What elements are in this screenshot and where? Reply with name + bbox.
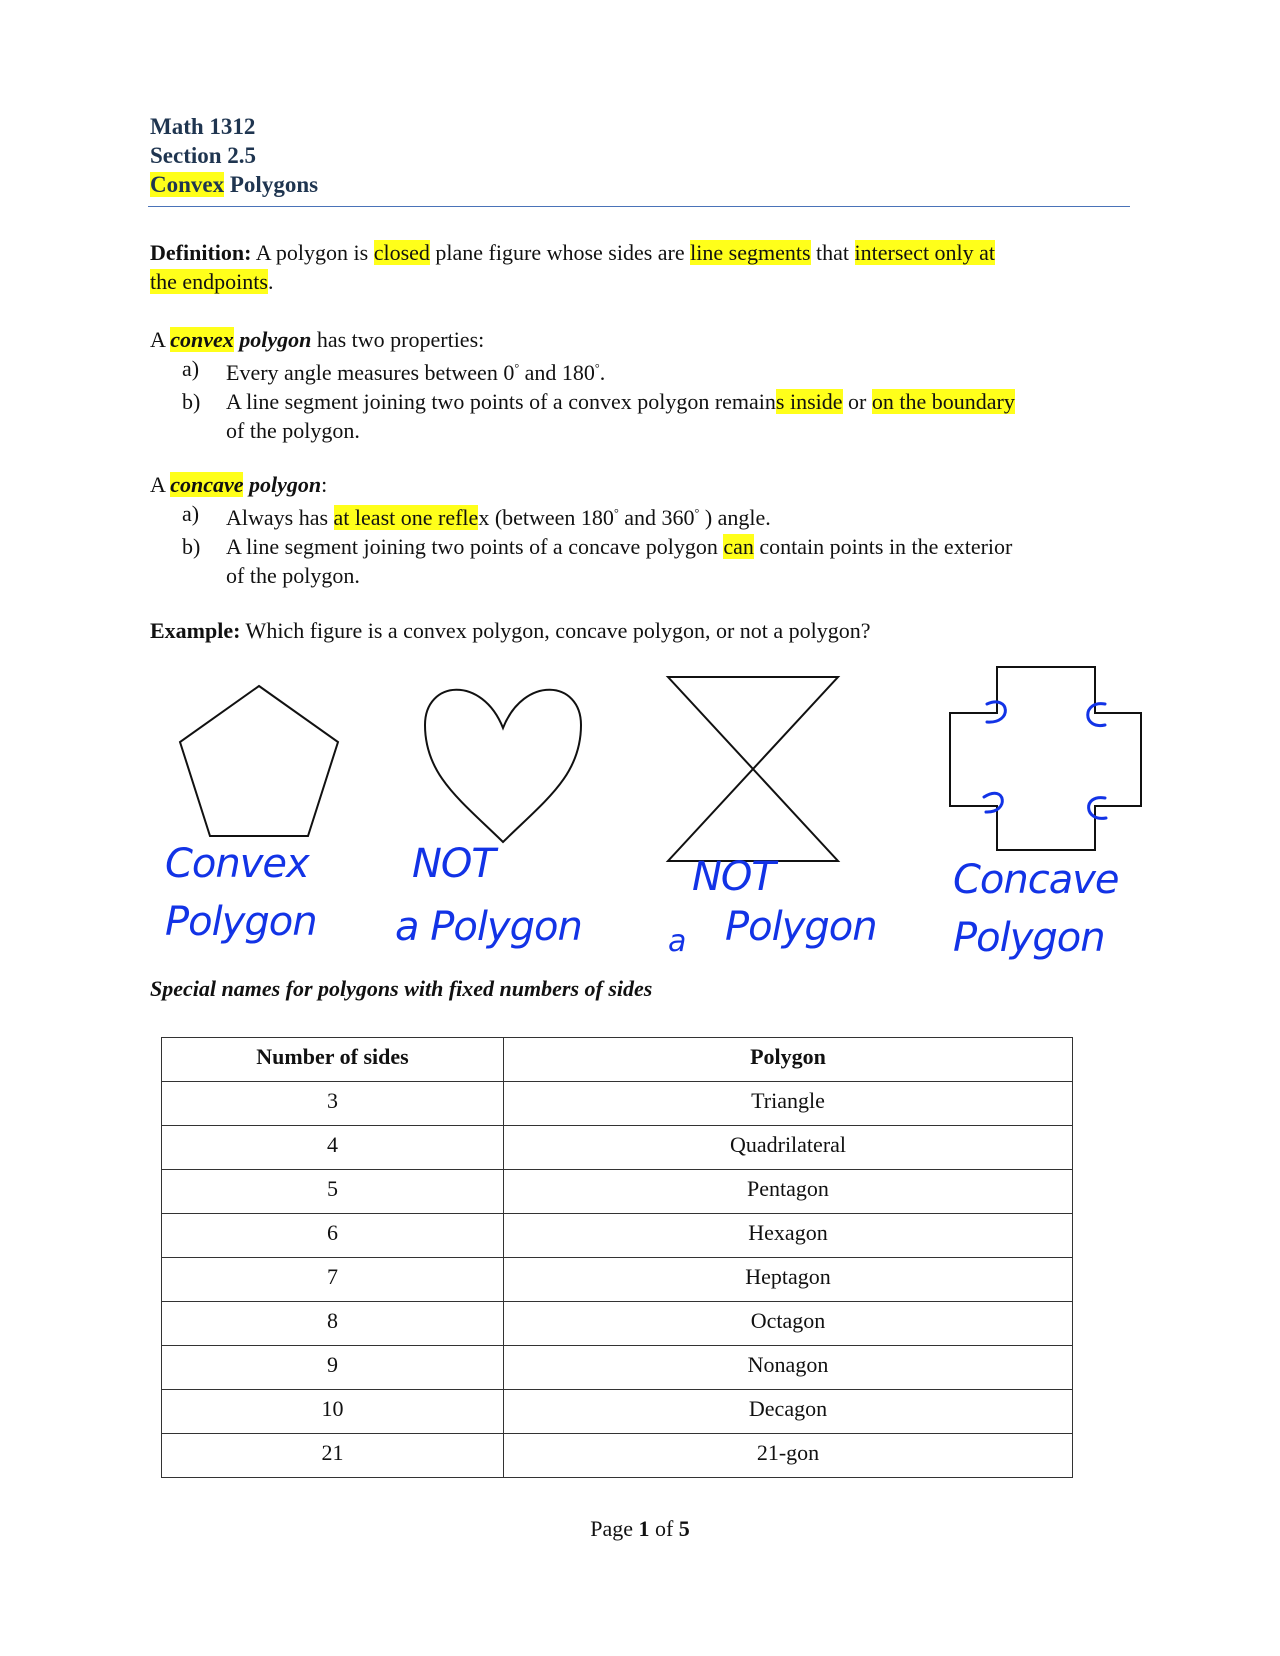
polygon-cell: Octagon: [504, 1302, 1073, 1346]
list-text: ) angle.: [699, 505, 771, 530]
table-row: [162, 1258, 1073, 1302]
sides-cell: 8: [162, 1302, 504, 1346]
sides-cell: 6: [162, 1214, 504, 1258]
sides-cell: 5: [162, 1170, 504, 1214]
list-text: of the polygon.: [226, 418, 360, 443]
list-text: and 360: [618, 505, 695, 530]
list-text: contain points in the exterior: [753, 534, 1013, 559]
convex-text: has two properties:: [311, 327, 485, 352]
highlight-concave: concave: [170, 472, 244, 497]
hourglass-figure: [668, 677, 838, 861]
cross-figure: [950, 667, 1141, 850]
list-text: Always has: [226, 505, 334, 530]
table-row: [162, 1214, 1073, 1258]
definition-text: that: [810, 240, 855, 265]
handwritten-label-1: [165, 842, 317, 944]
handwriting-text: a: [668, 924, 686, 959]
definition-text: plane figure whose sides are: [429, 240, 691, 265]
list-marker: b): [182, 389, 201, 414]
footer-text: Page: [590, 1516, 639, 1541]
pentagon-figure: [180, 686, 338, 836]
degree-symbol: °: [613, 506, 619, 520]
concave-term: polygon: [243, 472, 322, 497]
example-label: Example:: [150, 618, 241, 643]
highlight-reflex: at least one refle: [333, 505, 479, 530]
polygon-cell: Hexagon: [504, 1214, 1073, 1258]
highlight-endpoints: the endpoints: [150, 269, 268, 294]
polygon-cell: Decagon: [504, 1390, 1073, 1434]
section-title: Section 2.5: [150, 143, 257, 168]
concave-text: A: [150, 472, 171, 497]
highlight-closed: closed: [373, 240, 430, 265]
table-row: [162, 1126, 1073, 1170]
handwritten-label-3: [692, 855, 775, 899]
degree-symbol: °: [514, 361, 520, 375]
polygon-cell: Nonagon: [504, 1346, 1073, 1390]
list-text: or: [842, 389, 872, 414]
definition-text: .: [267, 269, 274, 294]
handwriting-text: Concave: [953, 857, 1119, 903]
handwriting-text: a Polygon: [395, 904, 582, 950]
list-text: .: [599, 360, 606, 385]
polygon-cell: Pentagon: [504, 1170, 1073, 1214]
highlight-boundary: on the boundary: [871, 389, 1015, 414]
highlight-intersect: intersect only at: [854, 240, 996, 265]
sides-cell: 21: [162, 1434, 504, 1478]
handwriting-text: Convex: [165, 841, 309, 887]
list-text: A line segment joining two points of a convex polygon remain: [226, 389, 776, 414]
handwritten-label-2: [412, 842, 495, 886]
polygon-cell: 21-gon: [504, 1434, 1073, 1478]
sides-cell: 7: [162, 1258, 504, 1302]
definition-text: A polygon is: [251, 240, 374, 265]
sides-cell: 10: [162, 1390, 504, 1434]
reflex-mark: [1089, 798, 1106, 819]
heart-figure: [425, 690, 581, 842]
list-text: x (between 180: [478, 505, 614, 530]
page-number: 1: [638, 1516, 650, 1541]
list-text: of the polygon.: [226, 563, 360, 588]
table-row: [162, 1082, 1073, 1126]
table-caption: Special names for polygons with fixed numbers of sides: [150, 976, 653, 1001]
table-row: [162, 1170, 1073, 1214]
handwriting-text: Polygon: [165, 899, 317, 945]
handwriting-text: Polygon: [953, 915, 1105, 961]
handwritten-label-3c: [725, 905, 877, 949]
title-rest: Polygons: [224, 172, 319, 197]
polygon-names-table: [161, 1037, 1073, 1478]
highlight-inside: s inside: [775, 389, 843, 414]
highlight-can: can: [723, 534, 754, 559]
concave-text: :: [321, 472, 328, 497]
handwriting-text: Polygon: [725, 904, 877, 950]
course-title: Math 1312: [150, 114, 256, 139]
definition-label: Definition:: [150, 240, 252, 265]
reflex-mark: [1088, 704, 1105, 726]
page-total: 5: [678, 1516, 690, 1541]
highlight-line-segments: line segments: [690, 240, 811, 265]
sides-cell: 9: [162, 1346, 504, 1390]
handwritten-label-3b: [668, 920, 685, 964]
column-header-polygon: Polygon: [504, 1038, 1073, 1082]
polygon-cell: Heptagon: [504, 1258, 1073, 1302]
highlight-convex: convex: [170, 327, 234, 352]
example-text: Which figure is a convex polygon, concave polygon, or not a polygon?: [240, 618, 871, 643]
polygon-cell: Triangle: [504, 1082, 1073, 1126]
table-row: [162, 1346, 1073, 1390]
sides-cell: 4: [162, 1126, 504, 1170]
list-text: A line segment joining two points of a concave polygon: [226, 534, 724, 559]
sides-cell: 3: [162, 1082, 504, 1126]
list-marker: a): [182, 356, 200, 381]
reflex-mark: [984, 793, 1002, 812]
column-header-sides: Number of sides: [162, 1038, 504, 1082]
footer-text: of: [649, 1516, 679, 1541]
degree-symbol: °: [694, 506, 700, 520]
list-text: and 180: [519, 360, 595, 385]
list-text: Every angle measures between 0: [226, 360, 515, 385]
polygon-cell: Quadrilateral: [504, 1126, 1073, 1170]
convex-term: polygon: [233, 327, 312, 352]
reflex-angle-marks: [984, 702, 1106, 818]
title-highlight: Convex: [150, 172, 225, 197]
convex-text: A: [150, 327, 171, 352]
degree-symbol: °: [594, 361, 600, 375]
handwriting-text: NOT: [412, 841, 495, 887]
page-footer: [0, 1516, 1280, 1542]
handwritten-label-4: [953, 858, 1119, 960]
handwriting-text: NOT: [692, 854, 775, 900]
list-marker: b): [182, 534, 201, 559]
table-row: [162, 1302, 1073, 1346]
handwritten-label-2b: [395, 905, 582, 949]
table-row: [162, 1390, 1073, 1434]
table-header-row: [162, 1038, 1073, 1082]
table-row: [162, 1434, 1073, 1478]
list-marker: a): [182, 501, 200, 526]
